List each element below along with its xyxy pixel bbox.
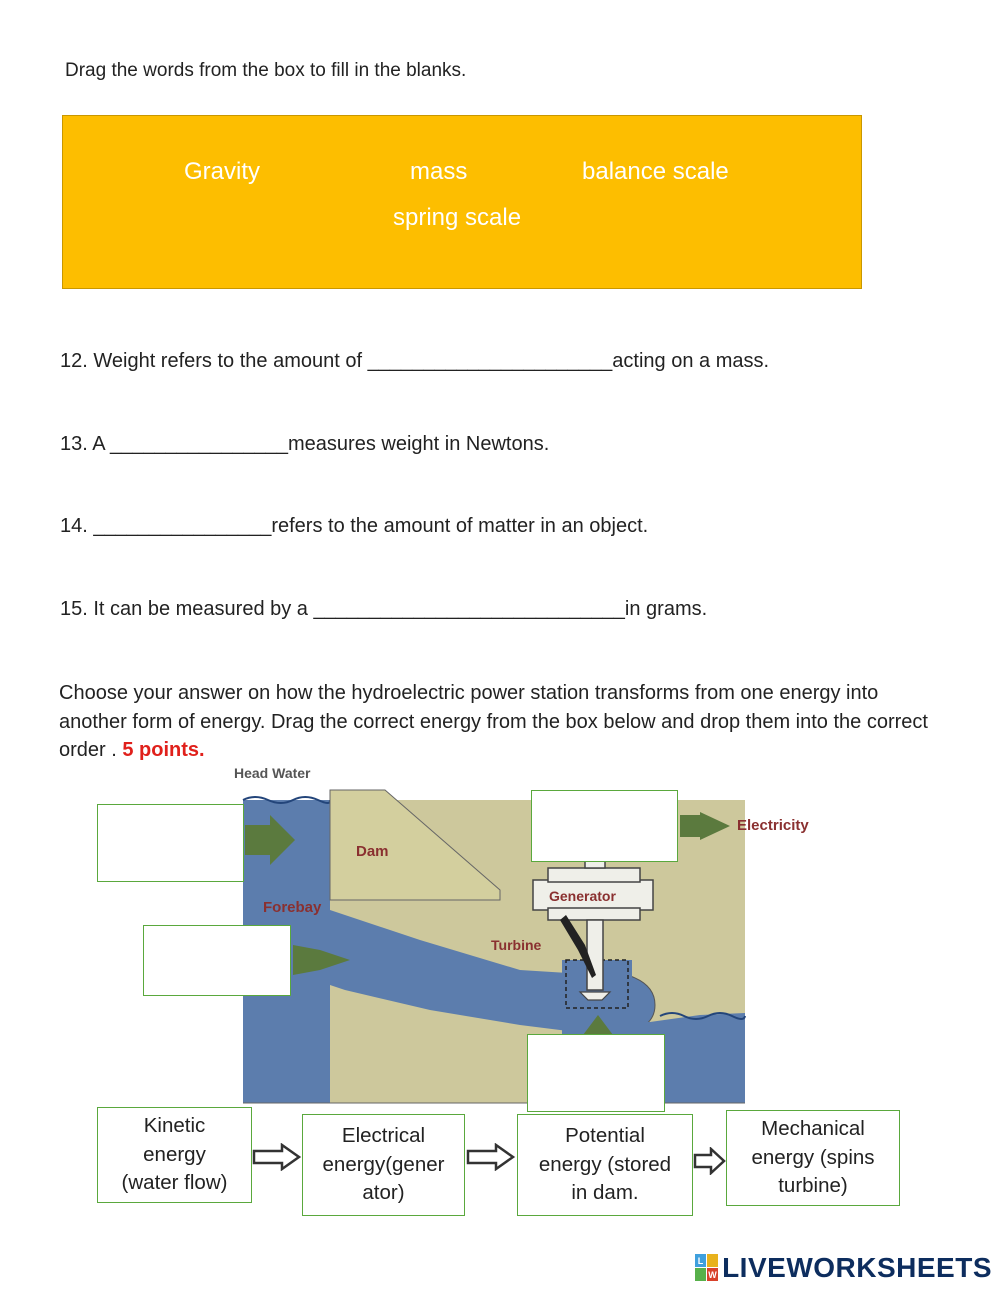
answer-line: (water flow) bbox=[121, 1171, 228, 1195]
answer-line: Kinetic bbox=[143, 1114, 206, 1138]
answer-kinetic-energy[interactable] bbox=[97, 1107, 252, 1203]
brand-name: LIVEWORKSHEETS bbox=[722, 1252, 992, 1283]
section2-text: Choose your answer on how the hydroelectric power station transforms from one energy into another form of energy. Drag the correct energy from the box below and drop them into the correct order . bbox=[59, 682, 928, 761]
arrow-right-icon bbox=[693, 1147, 727, 1175]
drop-box-1[interactable] bbox=[97, 804, 244, 882]
logo-letter-w: W bbox=[708, 1270, 717, 1280]
answer-line: energy (spins bbox=[751, 1145, 875, 1169]
question-13: 13. A ________________measures weight in Newtons. bbox=[60, 433, 550, 455]
label-forebay: Forebay bbox=[263, 899, 322, 916]
answer-line: Potential bbox=[565, 1124, 645, 1148]
answer-line: in dam. bbox=[571, 1181, 639, 1205]
logo-letter-l: L bbox=[697, 1256, 704, 1266]
liveworksheets-logo-icon bbox=[695, 1254, 719, 1282]
liveworksheets-logo bbox=[695, 1252, 992, 1284]
word-bank bbox=[62, 115, 862, 289]
drop-box-4[interactable] bbox=[527, 1034, 665, 1112]
answer-electrical-energy[interactable] bbox=[302, 1114, 465, 1216]
label-turbine: Turbine bbox=[491, 937, 542, 953]
answer-line: energy bbox=[143, 1142, 206, 1166]
word-balance-scale[interactable]: balance scale bbox=[582, 158, 729, 185]
label-generator: Generator bbox=[549, 888, 616, 904]
answer-line: energy(gener bbox=[322, 1152, 445, 1176]
arrow-right-icon bbox=[252, 1143, 302, 1171]
word-spring-scale[interactable]: spring scale bbox=[393, 204, 522, 231]
answer-potential-energy[interactable] bbox=[517, 1114, 693, 1216]
word-mass[interactable]: mass bbox=[410, 158, 468, 185]
points-label: 5 points. bbox=[122, 739, 205, 761]
answer-line: Mechanical bbox=[761, 1117, 865, 1141]
answer-mechanical-energy[interactable] bbox=[726, 1110, 900, 1206]
instruction-text: Drag the words from the box to fill in the blanks. bbox=[65, 60, 467, 81]
question-15: 15. It can be measured by a ____________________________in grams. bbox=[60, 598, 708, 620]
section2-instruction bbox=[59, 679, 939, 765]
word-gravity[interactable]: Gravity bbox=[184, 158, 261, 185]
label-electricity: Electricity bbox=[737, 817, 809, 834]
question-14: 14. ________________refers to the amount of matter in an object. bbox=[60, 515, 649, 537]
drop-box-2[interactable] bbox=[143, 925, 291, 996]
answer-line: ator) bbox=[362, 1181, 405, 1205]
label-dam: Dam bbox=[356, 843, 389, 860]
question-12: 12. Weight refers to the amount of ______________________acting on a mass. bbox=[60, 350, 770, 372]
label-head-water: Head Water bbox=[234, 765, 311, 781]
arrow-right-icon bbox=[466, 1143, 516, 1171]
drop-box-3[interactable] bbox=[531, 790, 678, 862]
answer-line: Electrical bbox=[341, 1124, 426, 1148]
answer-line: turbine) bbox=[778, 1174, 848, 1198]
answer-line: energy (stored bbox=[538, 1152, 672, 1176]
